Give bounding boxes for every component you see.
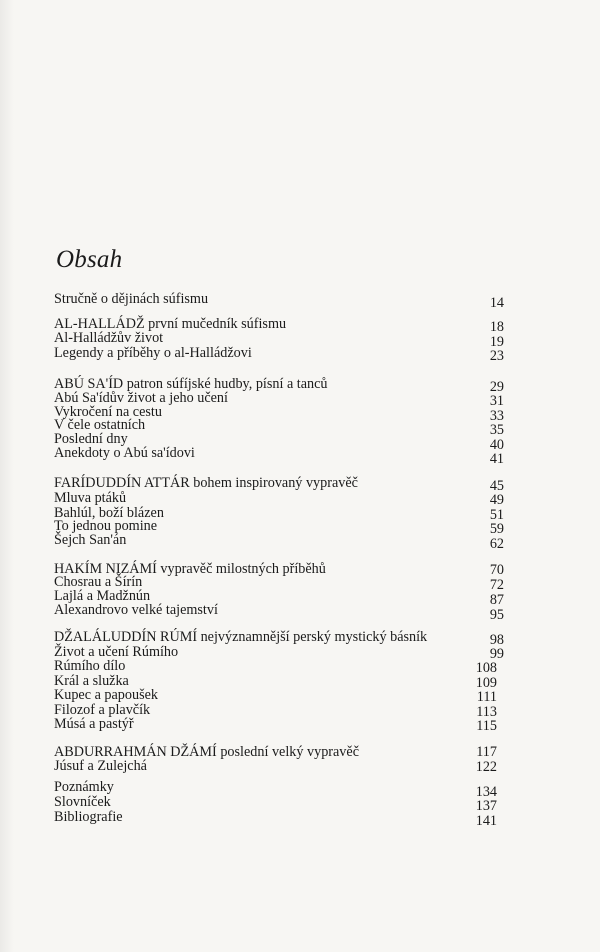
toc-entry-title: Poznámky <box>54 779 114 795</box>
toc-entry-title: DŽALÁLUDDÍN RÚMÍ nejvýznamnější perský mystický básník <box>54 629 428 645</box>
toc-entry-page: 134 <box>475 784 497 800</box>
toc-entry-title: Slovníček <box>54 794 111 810</box>
toc-entry-page: 59 <box>489 521 504 537</box>
toc-entry-title: Vykročení na cestu <box>54 404 162 420</box>
toc-entry-page: 51 <box>489 507 504 523</box>
toc-entry-title: AL-HALLÁDŽ první mučedník súfismu <box>54 316 287 332</box>
toc-entry-page: 115 <box>476 718 497 734</box>
toc-entry-title: Chosrau a Šírín <box>54 574 143 590</box>
toc-entry-title: Al-Halládžův život <box>54 330 164 346</box>
toc-entry-title: FARÍDUDDÍN ATTÁR bohem inspirovaný vypravěč <box>54 475 358 491</box>
toc-entry-title: To jednou pomine <box>54 518 158 534</box>
toc-entry-page: 29 <box>489 379 504 395</box>
toc-entry-page: 109 <box>475 675 497 691</box>
toc-entry-title: Júsuf a Zulejchá <box>54 758 147 774</box>
toc-entry-page: 41 <box>489 451 504 467</box>
toc-entry-title: ABDURRAHMÁN DŽÁMÍ poslední velký vypravěč <box>54 744 359 760</box>
toc-entry-page: 137 <box>475 798 497 814</box>
toc-entry-title: Alexandrovo velké tajemství <box>54 602 218 618</box>
toc-entry-title: HAKÍM NIZÁMÍ vypravěč milostných příběhů <box>54 561 326 577</box>
toc-entry-page: 19 <box>489 334 504 350</box>
toc-entry-page: 40 <box>489 437 504 453</box>
toc-entry-page: 117 <box>476 744 497 760</box>
toc-entry-page: 70 <box>489 562 504 578</box>
toc-entry-page: 23 <box>489 348 504 364</box>
toc-entry-title: Poslední dny <box>54 431 128 447</box>
toc-entry-title: Músá a pastýř <box>54 716 134 732</box>
toc-entry-title: V čele ostatních <box>54 417 146 433</box>
toc-entry-title: Šejch San'án <box>54 532 127 548</box>
toc-entry-title: Rúmího dílo <box>54 658 126 674</box>
toc-entry-title: Abú Sa'ídův život a jeho učení <box>54 390 228 406</box>
toc-entry-title: ABÚ SA'ÍD patron súfíjské hudby, písní a tanců <box>54 376 328 392</box>
toc-entry-page: 141 <box>475 813 497 829</box>
toc-entry-page: 49 <box>489 492 504 508</box>
toc-entry-page: 113 <box>476 704 497 720</box>
toc-entry-page: 111 <box>476 689 497 705</box>
toc-entry-page: 33 <box>489 408 504 424</box>
toc-entry-title: Stručně o dějinách súfismu <box>54 291 209 307</box>
toc-entry-title: Bahlúl, boží blázen <box>54 505 164 521</box>
toc-entry-page: 87 <box>489 592 504 608</box>
toc-entry-title: Král a služka <box>54 673 129 689</box>
toc-entry-title: Anekdoty o Abú sa'ídovi <box>54 445 195 461</box>
toc-entry-page: 99 <box>489 646 504 662</box>
toc-entry-page: 14 <box>489 295 504 311</box>
toc-entry-title: Bibliografie <box>54 809 123 825</box>
toc-entry-page: 72 <box>489 577 504 593</box>
toc-entry-title: Legendy a příběhy o al-Halládžovi <box>54 345 252 361</box>
toc-entry-page: 122 <box>475 759 497 775</box>
toc-entry-page: 98 <box>489 632 504 648</box>
toc-entry-title: Kupec a papoušek <box>54 687 159 703</box>
toc-entry-title: Filozof a plavčík <box>54 702 151 718</box>
toc-entry-page: 45 <box>489 478 504 494</box>
toc-entry-title: Život a učení Rúmího <box>54 644 179 660</box>
toc-entry-title: Mluva ptáků <box>54 490 127 506</box>
toc-entry-page: 108 <box>475 660 497 676</box>
toc-entry-page: 35 <box>489 422 504 438</box>
toc-entry-page: 62 <box>489 536 504 552</box>
toc-entry-title: Lajlá a Madžnún <box>54 588 151 604</box>
toc-entry-page: 95 <box>489 607 504 623</box>
toc-entry-page: 18 <box>489 319 504 335</box>
page-title: Obsah <box>56 246 123 273</box>
toc-entry-page: 31 <box>489 393 504 409</box>
